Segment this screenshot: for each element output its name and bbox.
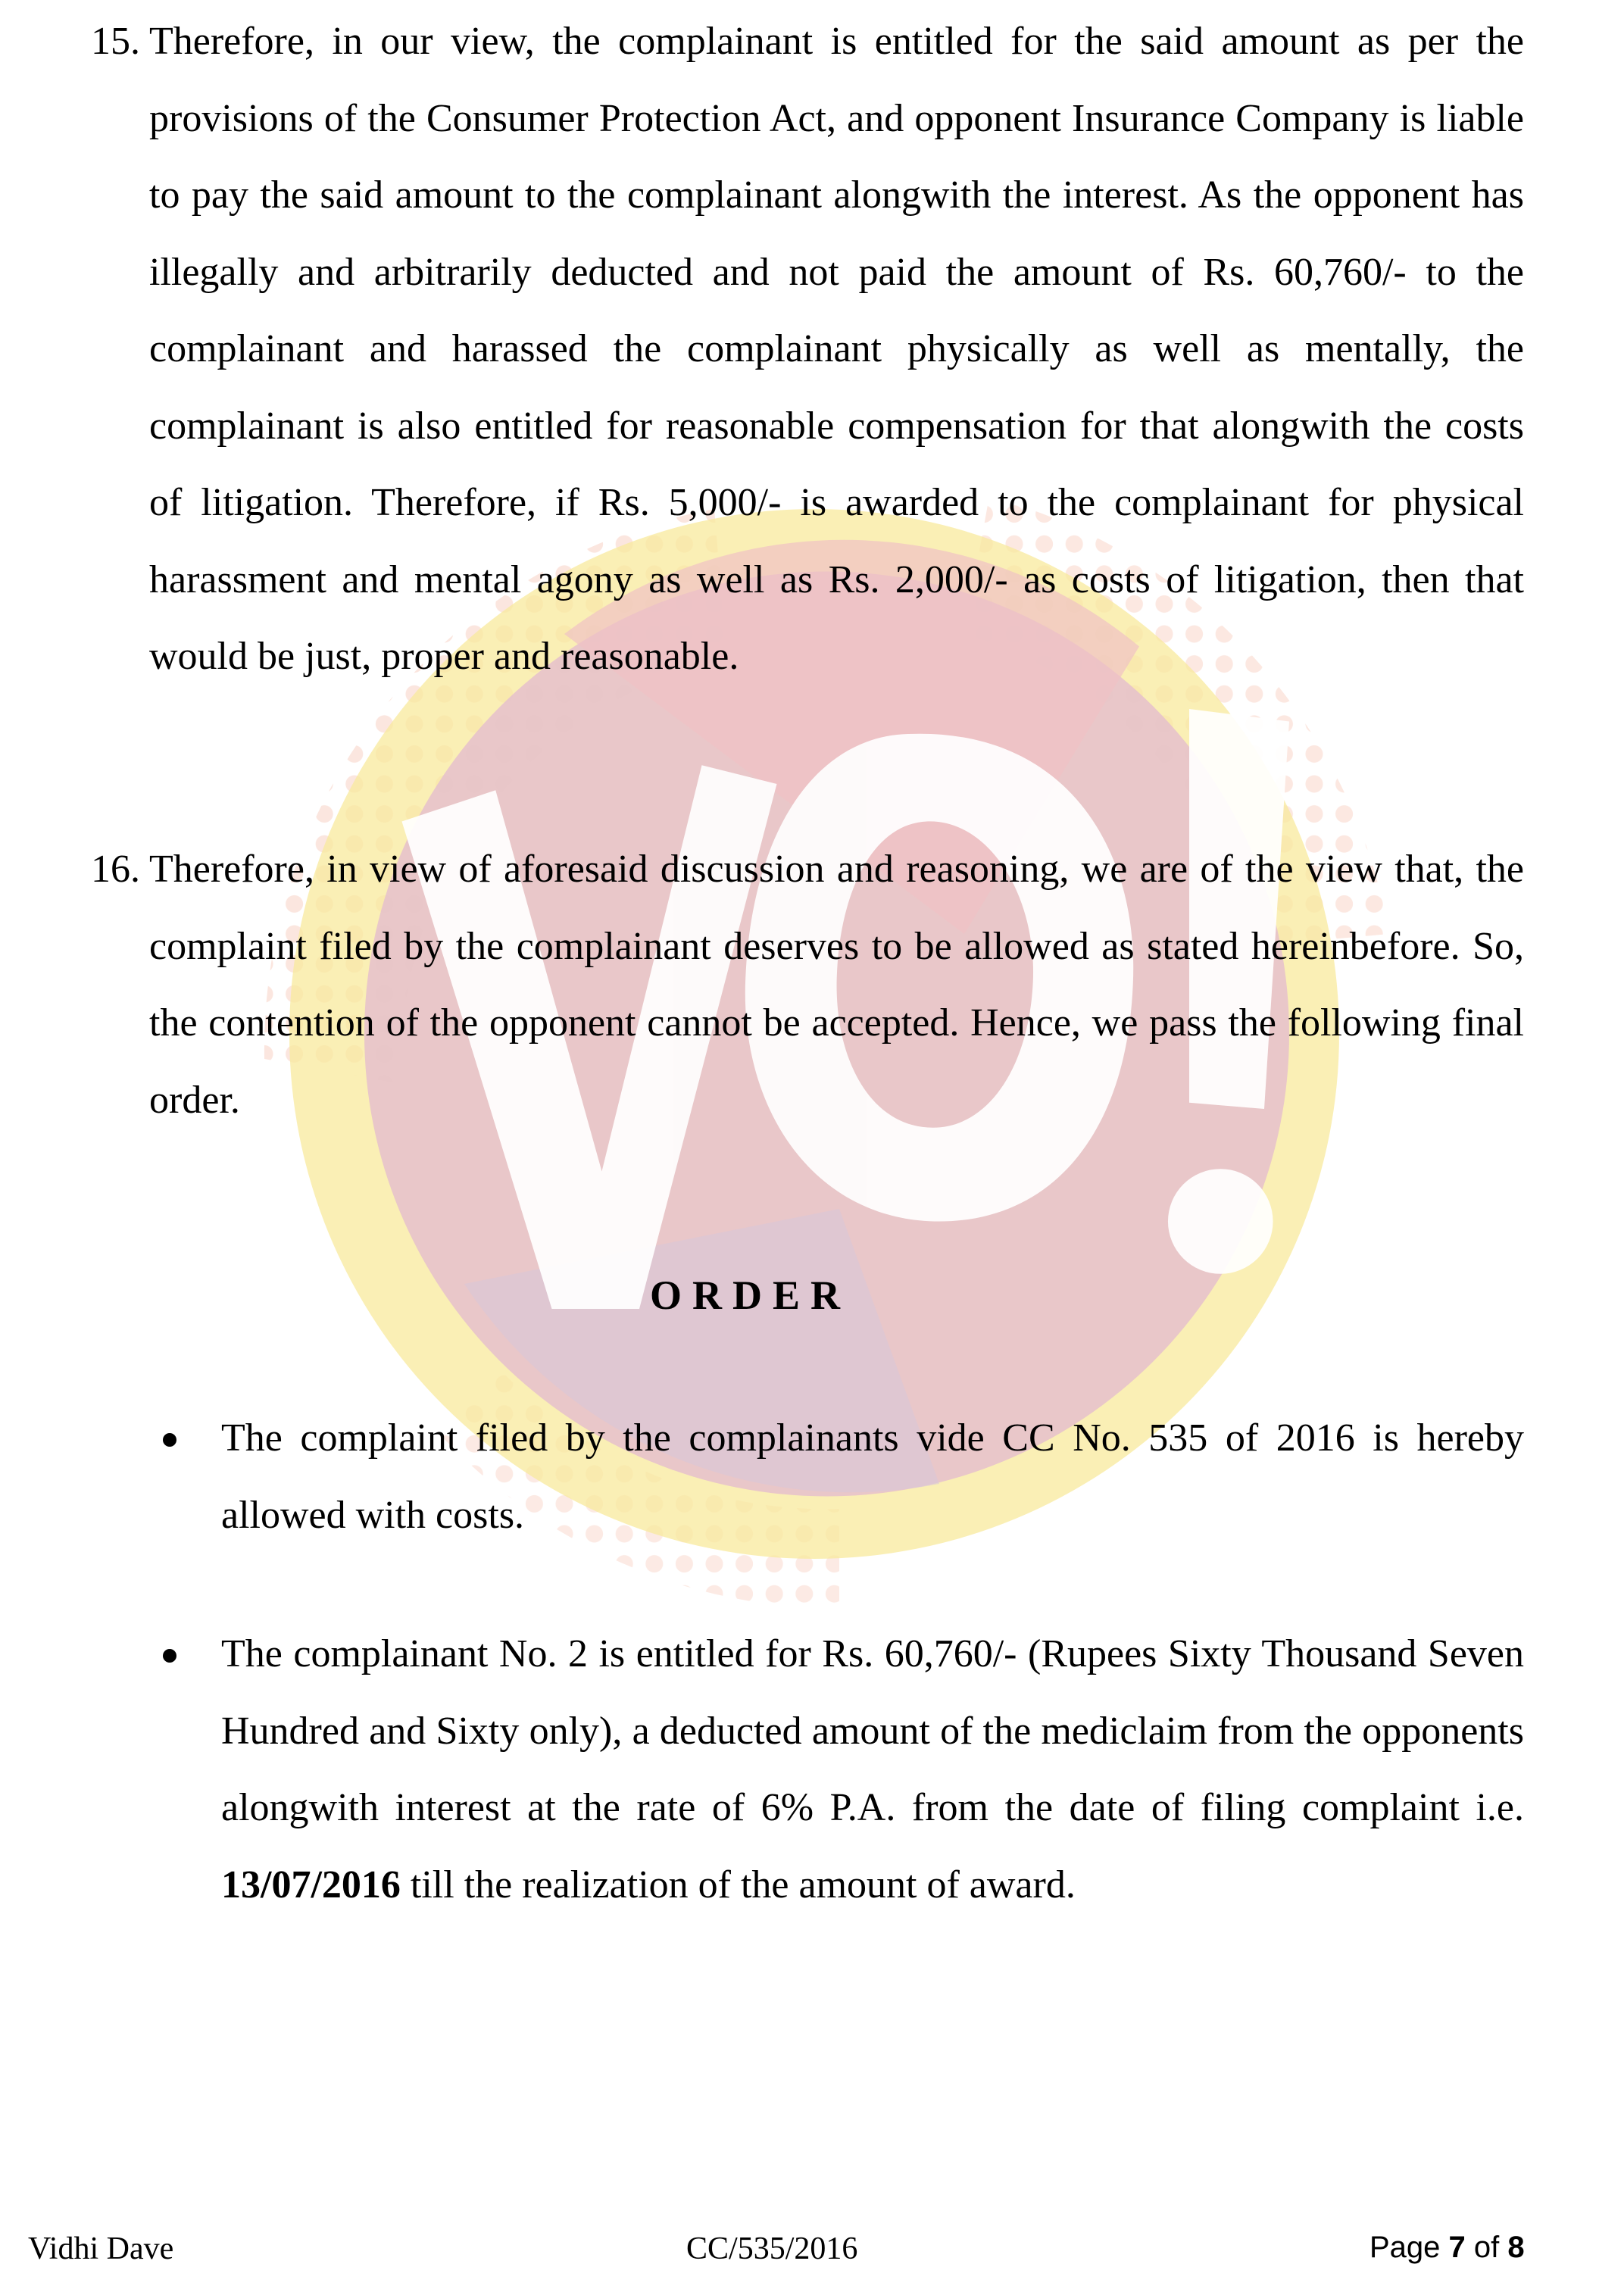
order-item bbox=[163, 1400, 1524, 1554]
paragraph-number: 15. bbox=[91, 20, 140, 63]
filing-date: 13/07/2016 bbox=[221, 1863, 401, 1906]
order-item bbox=[163, 1616, 1524, 1923]
paragraph-text: Therefore, in our view, the complainant is entitled for the said amount as per the provisions of the Consumer Protection Act, and opponent Insurance Company is liable to pay the said amount to the complainant alongwith the interest. As the opponent has illegally and arbitrarily deducted and not paid the amount of Rs. 60,760/- to the complainant and harassed the complainant physically as well as mentally, the complainant is also entitled for reasonable compensation for that alongwith the costs of litigation. Therefore, if Rs. 5,000/- is awarded to the complainant for physical harassment and mental agony as well as Rs. 2,000/- as costs of litigation, then that would be just, proper and reasonable. bbox=[149, 20, 1524, 678]
paragraph-number: 16. bbox=[91, 848, 140, 891]
paragraph-text: Therefore, in view of aforesaid discussion and reasoning, we are of the view that, the complaint filed by the complainant deserves to be allowed as stated hereinbefore. So, the contention of the opponent cannot be accepted. Hence, we pass the following final order. bbox=[149, 848, 1524, 1122]
page-footer bbox=[0, 2231, 1624, 2276]
page-label: Page bbox=[1369, 2231, 1441, 2264]
paragraph-16 bbox=[91, 831, 1524, 1138]
footer-case-number: CC/535/2016 bbox=[686, 2231, 858, 2266]
order-heading: ORDER bbox=[650, 1273, 851, 1318]
order-item-text: The complaint filed by the complainants vide CC No. 535 of 2016 is hereby allowed with costs. bbox=[221, 1416, 1524, 1537]
page-total: 8 bbox=[1507, 2231, 1525, 2264]
footer-page-number bbox=[1369, 2231, 1525, 2265]
footer-author: Vidhi Dave bbox=[28, 2231, 174, 2266]
order-item-text-after: till the realization of the amount of award. bbox=[400, 1863, 1076, 1906]
paragraph-15 bbox=[91, 3, 1524, 695]
order-item-text-before: The complainant No. 2 is entitled for Rs. 60,760/- (Rupees Sixty Thousand Seven Hundred and Sixty only), a deducted amount of the mediclaim from the opponents alongwith interest at the rate of 6% P.A. from the date of filing complaint i.e. bbox=[221, 1632, 1524, 1829]
order-item-text bbox=[221, 1616, 1524, 1923]
page-of: of bbox=[1473, 2231, 1500, 2264]
bullet-icon bbox=[163, 1433, 176, 1447]
bullet-icon bbox=[163, 1649, 176, 1663]
page-current: 7 bbox=[1448, 2231, 1466, 2264]
